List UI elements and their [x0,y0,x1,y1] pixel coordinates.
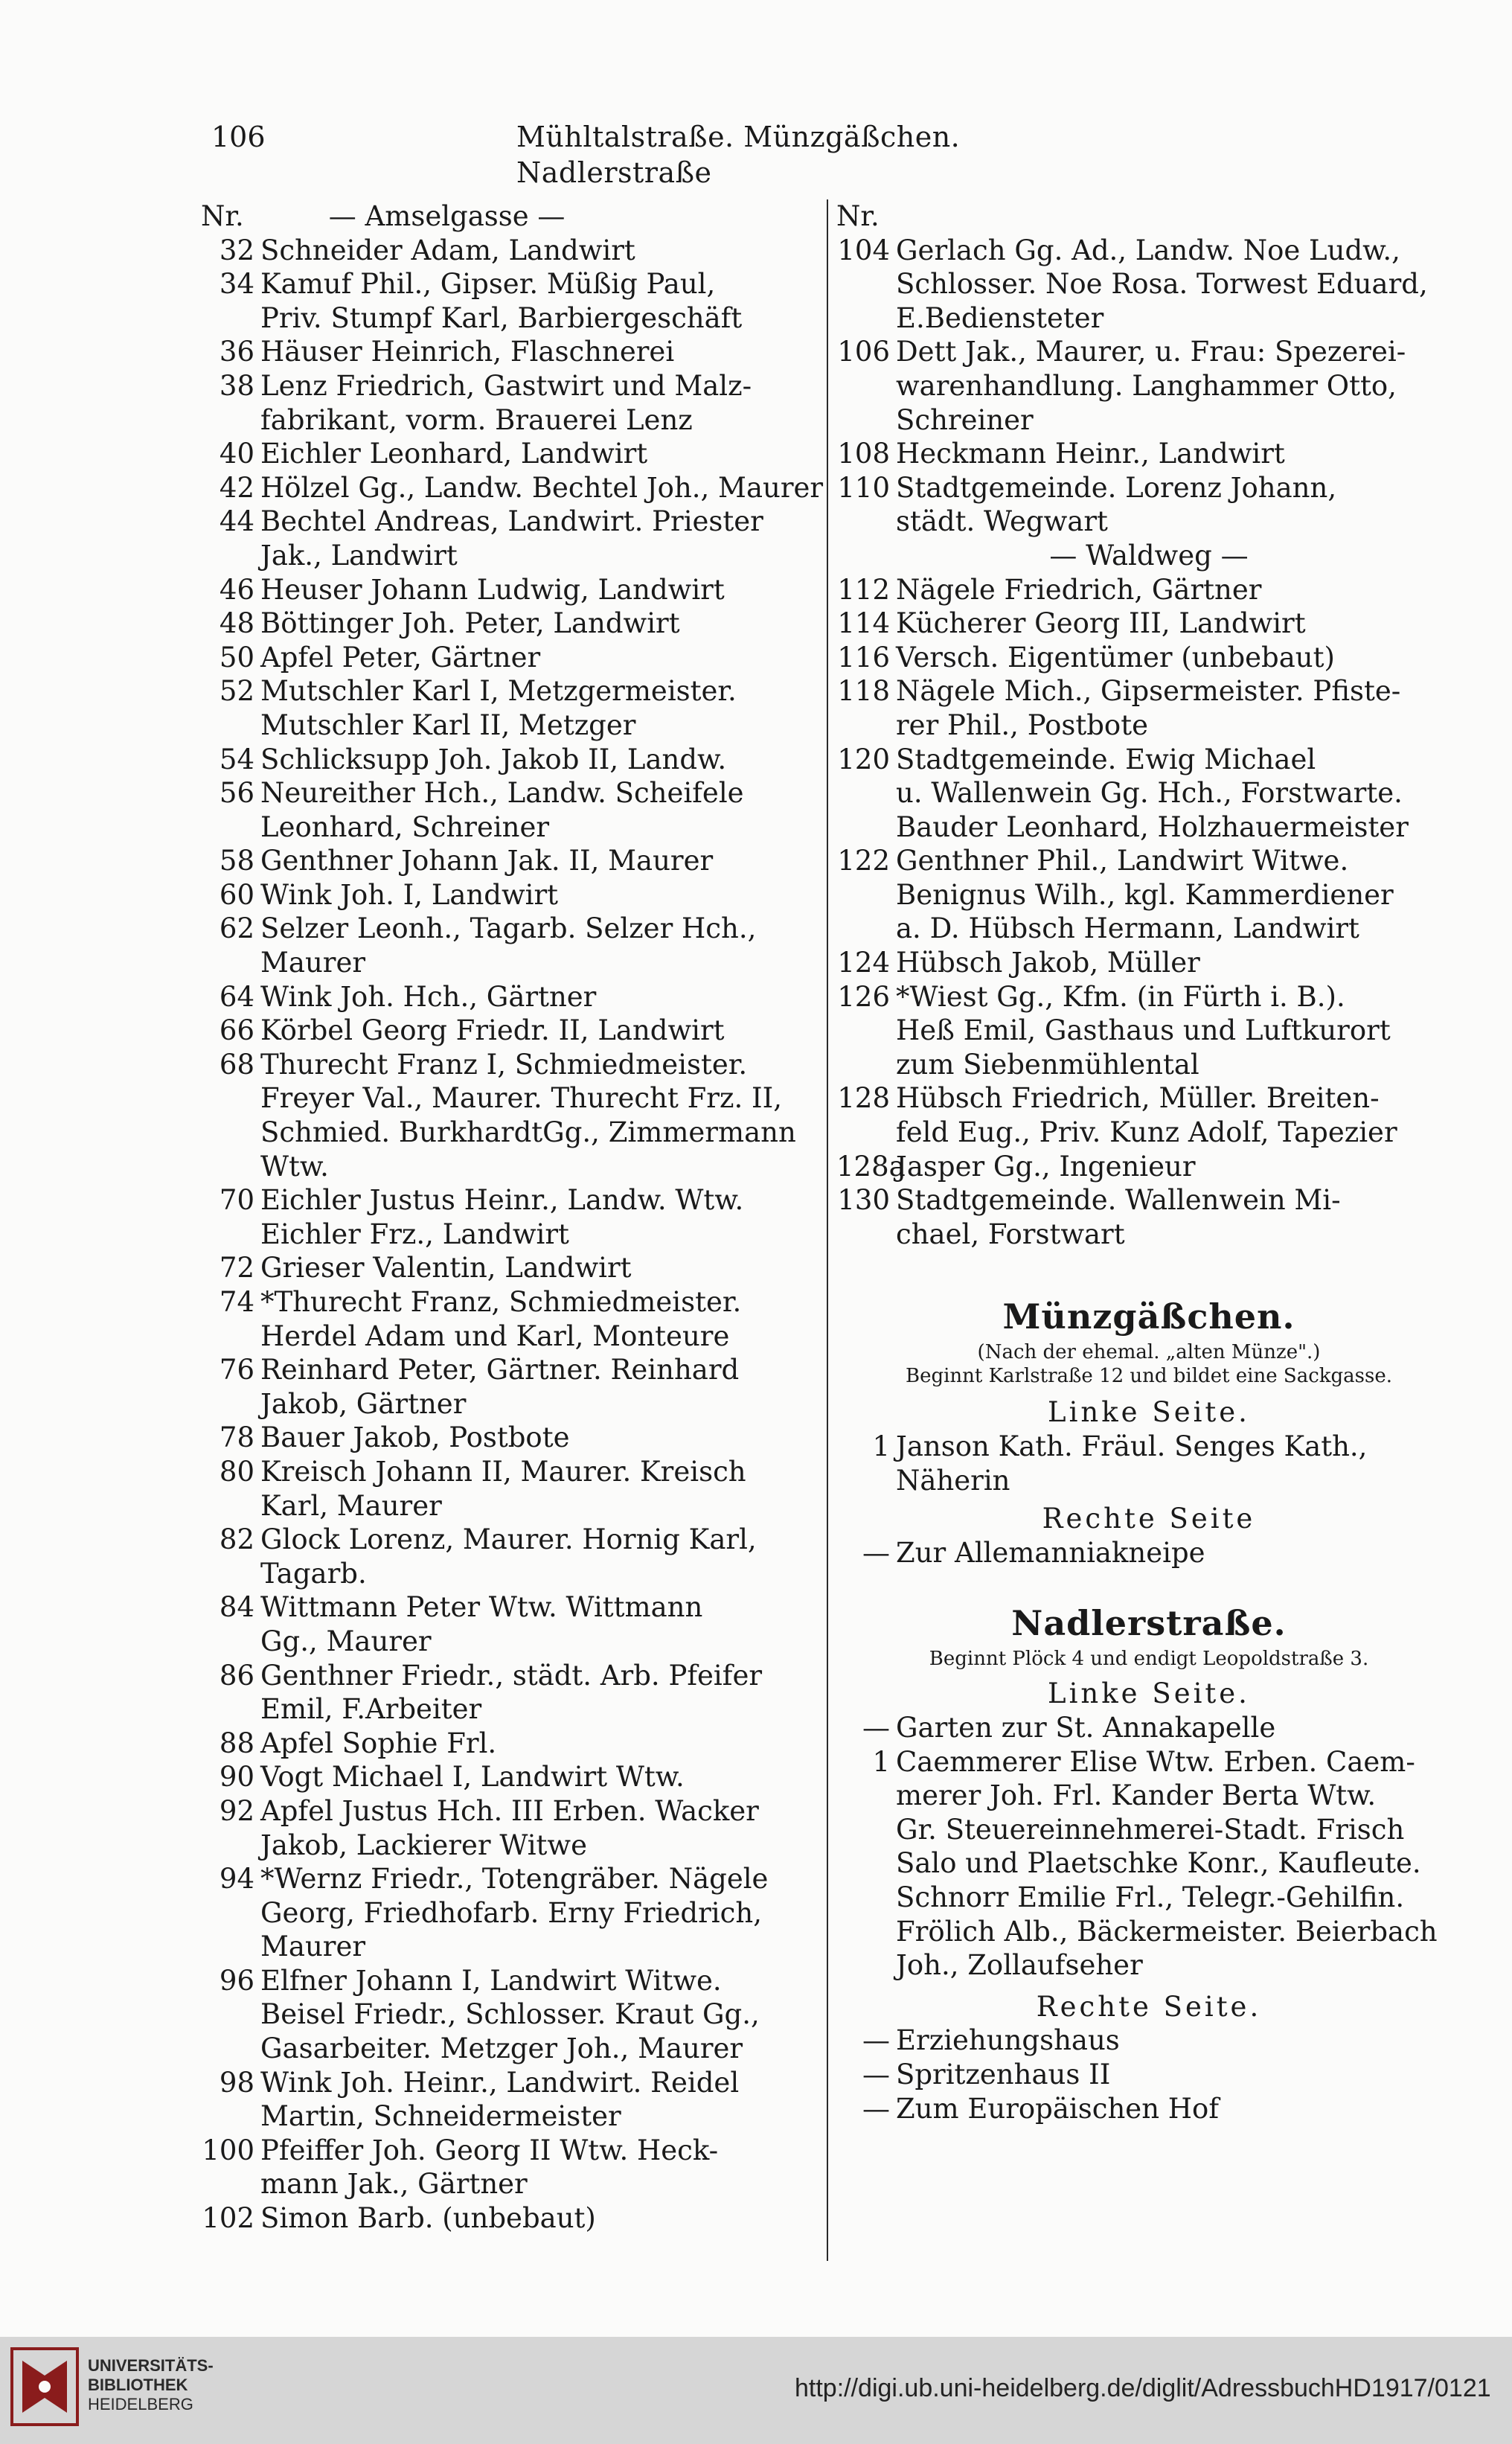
house-number: 36 [219,336,254,368]
library-logo-icon [7,2346,82,2428]
column-divider [827,199,828,2261]
house-number: 78 [219,1421,254,1454]
resident-line: Stadtgemeinde. Lorenz Johann, [896,471,1337,504]
right-column-heading [836,199,1461,234]
resident-line-continued: E.Bediensteter [896,301,1104,334]
resident-line-continued: Karl, Maurer [260,1489,442,1522]
resident-line: Genthner Phil., Landwirt Witwe. [896,845,1349,877]
address-entry [201,674,819,742]
resident-line: Kücherer Georg III, Landwirt [896,607,1306,640]
house-number: 68 [219,1048,254,1081]
house-number: 94 [219,1863,254,1896]
resident-line-continued: Maurer [260,1930,366,1963]
address-entry [201,1048,819,1183]
resident-line-continued: Jakob, Lackierer Witwe [260,1829,587,1861]
house-number: 126 [837,980,890,1013]
house-number: 34 [219,268,254,301]
house-number: 46 [219,573,254,606]
address-entry [201,878,819,912]
resident-line: Nägele Mich., Gipsermeister. Pfiste- [896,675,1401,708]
address-entry [201,1590,819,1658]
resident-line: Garten zur St. Annakapelle [896,1711,1276,1744]
address-entry [836,2092,1461,2126]
resident-line: Apfel Peter, Gärtner [260,641,541,674]
resident-line-continued: mann Jak., Gärtner [260,2168,528,2201]
address-entry [201,641,819,675]
address-entry [201,505,819,572]
resident-line-continued: Schlosser. Noe Rosa. Torwest Eduard, [896,268,1428,301]
house-number: — [862,1711,890,1744]
house-number: 112 [837,573,890,606]
resident-line: Wink Joh. Hch., Gärtner [260,980,597,1013]
address-entry [201,1421,819,1455]
address-entry [201,267,819,335]
resident-line: *Thurecht Franz, Schmiedmeister. [260,1286,742,1318]
address-entry [836,437,1461,471]
resident-line: Apfel Sophie Frl. [260,1727,497,1759]
address-entry [201,1794,819,1862]
address-entry [201,2134,819,2201]
resident-line-continued: Freyer Val., Maurer. Thurecht Frz. II, [260,1082,782,1115]
resident-line: Simon Barb. (unbebaut) [260,2202,596,2235]
address-entry [836,471,1461,539]
resident-line: Versch. Eigentümer (unbebaut) [896,641,1335,674]
resident-line: Kamuf Phil., Gipser. Müßig Paul, [260,268,716,301]
resident-line: Häuser Heinrich, Flaschnerei [260,336,675,368]
nadler-left-entries [836,1711,1461,1983]
resident-line-continued: Maurer [260,947,366,979]
left-entries-list [201,234,824,2236]
resident-line-continued: städt. Wegwart [896,505,1108,538]
resident-line: Janson Kath. Fräul. Senges Kath., [896,1430,1368,1462]
address-entry [836,573,1461,607]
logo-line: BIBLIOTHEK [88,2376,188,2394]
resident-line-continued: Benignus Wilh., kgl. Kammerdiener [896,878,1394,911]
address-entry [201,234,819,268]
house-number: 98 [219,2066,254,2099]
house-number: 50 [219,641,254,674]
house-number: 118 [837,675,890,708]
house-number: — [862,2058,890,2090]
resident-line-continued: Leonhard, Schreiner [260,810,550,843]
side-label-right: Rechte Seite. [1036,1990,1262,2023]
resident-line: Elfner Johann I, Landwirt Witwe. [260,1964,722,1997]
resident-line-continued: Martin, Schneidermeister [260,2100,621,2133]
address-entry [836,980,1461,1082]
house-number: 48 [219,607,254,640]
resident-line: Kreisch Johann II, Maurer. Kreisch [260,1455,746,1488]
resident-line-continued: Jak., Landwirt [260,539,458,572]
street-heading-amselgasse: — Amselgasse — [328,200,566,232]
house-number: 128 [837,1082,890,1115]
nr-label: Nr. [836,200,880,232]
address-entry [201,2201,819,2236]
address-entry [836,1183,1461,1251]
house-number: 32 [219,234,254,266]
resident-line-continued: Schnorr Emilie Frl., Telegr.-Gehilfin. [896,1881,1405,1913]
house-number: 80 [219,1455,254,1488]
resident-line: Caemmerer Elise Wtw. Erben. Caem- [896,1745,1415,1778]
address-entry [201,1523,819,1590]
resident-line-continued: warenhandlung. Langhammer Otto, [896,369,1397,402]
resident-line: Eichler Leonhard, Landwirt [260,438,648,470]
house-number: 72 [219,1252,254,1285]
address-entry [201,1760,819,1794]
address-entry [201,1727,819,1761]
resident-line: Genthner Friedr., städt. Arb. Pfeifer [260,1659,763,1692]
house-number: 116 [837,641,890,674]
resident-line-continued: feld Eug., Priv. Kunz Adolf, Tapezier [896,1116,1397,1149]
address-entry [201,743,819,777]
left-column-heading [201,199,819,234]
house-number: 76 [219,1354,254,1386]
resident-line: Jasper Gg., Ingenieur [896,1150,1196,1183]
house-number: 106 [837,336,890,368]
side-label-right: Rechte Seite [1042,1503,1256,1535]
resident-line: Stadtgemeinde. Ewig Michael [896,743,1316,775]
muenz-left-entries [836,1430,1461,1497]
resident-line: *Wiest Gg., Kfm. (in Fürth i. B.). [896,980,1345,1013]
resident-line: Erziehungshaus [896,2024,1120,2057]
side-label-left: Linke Seite. [1048,1677,1250,1710]
house-number: 110 [837,471,890,504]
address-entry [836,674,1461,742]
resident-line: Nägele Friedrich, Gärtner [896,573,1262,606]
house-number: 100 [202,2134,254,2166]
house-number: 42 [219,471,254,504]
resident-line: Selzer Leonh., Tagarb. Selzer Hch., [260,912,757,945]
house-number: — [862,2092,890,2125]
muenz-right-entries [836,1536,1461,1570]
resident-line-continued: Jakob, Gärtner [260,1387,467,1420]
resident-line: Neureither Hch., Landw. Scheifele [260,777,744,810]
house-number: 52 [219,675,254,708]
house-number: 60 [219,878,254,911]
house-number: 62 [219,912,254,945]
address-entry [201,1455,819,1523]
section-title-nadlerstrasse: Nadlerstraße. [1011,1603,1287,1644]
address-entry [201,980,819,1014]
resident-line-continued: merer Joh. Frl. Kander Berta Wtw. [896,1779,1377,1812]
house-number: — [862,1536,890,1569]
house-number: 92 [219,1794,254,1827]
resident-line: Hölzel Gg., Landw. Bechtel Joh., Maurer [260,471,824,504]
house-number: 44 [219,505,254,538]
right-entries-list-b [836,573,1461,1252]
address-entry [201,471,824,505]
house-number: 128a [836,1150,906,1183]
resident-line-continued: Mutschler Karl II, Metzger [260,708,636,741]
resident-line-continued: Priv. Stumpf Karl, Barbiergeschäft [260,301,743,334]
address-entry [201,1183,819,1251]
resident-line: Genthner Johann Jak. II, Maurer [260,845,714,877]
house-number: 58 [219,845,254,877]
address-entry [201,1659,819,1727]
side-label-left: Linke Seite. [1048,1396,1250,1429]
resident-line: Körbel Georg Friedr. II, Landwirt [260,1014,725,1047]
address-entry [201,2066,819,2134]
nr-label: Nr. [201,200,244,232]
resident-line: Dett Jak., Maurer, u. Frau: Spezerei- [896,336,1406,368]
resident-line: Bechtel Andreas, Landwirt. Priester [260,505,763,538]
resident-line-continued: fabrikant, vorm. Brauerei Lenz [260,403,693,436]
house-number: 82 [219,1523,254,1556]
resident-line: Spritzenhaus II [896,2058,1111,2090]
resident-line: Eichler Justus Heinr., Landw. Wtw. [260,1184,744,1217]
address-entry [836,2058,1461,2092]
address-entry [201,573,819,607]
house-number: 38 [219,369,254,402]
house-number: 122 [837,845,890,877]
address-entry [836,1081,1461,1149]
resident-line: Zur Allemanniakneipe [896,1536,1205,1569]
house-number: 104 [837,234,890,266]
resident-line: Böttinger Joh. Peter, Landwirt [260,607,680,640]
resident-line: Lenz Friedrich, Gastwirt und Malz- [260,369,752,402]
resident-line: Schlicksupp Joh. Jakob II, Landw. [260,743,727,775]
house-number: 114 [837,607,890,640]
resident-line-continued: Georg, Friedhofarb. Erny Friedrich, [260,1896,762,1929]
resident-line-continued: Schreiner [896,403,1034,436]
resident-line: Hübsch Friedrich, Müller. Breiten- [896,1082,1380,1115]
resident-line-continued: chael, Forstwart [896,1218,1125,1250]
house-number: 84 [219,1591,254,1624]
section-note: (Nach der ehemal. „alten Münze".) [977,1341,1321,1364]
address-entry [201,1964,819,2066]
address-entry [836,1711,1461,1745]
house-number: 124 [837,947,890,979]
address-entry [836,335,1461,437]
right-entries-list-a [836,234,1461,539]
house-number: 1 [872,1745,890,1778]
address-entry [836,2024,1461,2058]
page-number: 106 [211,121,266,153]
logo-line: HEIDELBERG [88,2395,193,2413]
resident-line-continued: Tagarb. [260,1557,367,1590]
resident-line: *Wernz Friedr., Totengräber. Nägele [260,1863,769,1896]
house-number: 54 [219,743,254,775]
source-url[interactable]: http://digi.ub.uni-heidelberg.de/diglit/AdressbuchHD1917/0121 [795,2374,1491,2402]
address-entry [836,1430,1461,1497]
resident-line-continued: Herdel Adam und Karl, Monteure [260,1319,730,1352]
house-number: 88 [219,1727,254,1759]
house-number: 74 [219,1286,254,1318]
resident-line: Pfeiffer Joh. Georg II Wtw. Heck- [260,2134,719,2166]
house-number: 1 [872,1430,890,1462]
resident-line-continued: Heß Emil, Gasthaus und Luftkurort [896,1014,1391,1047]
resident-line-continued: Salo und Plaetschke Konr., Kaufleute. [896,1847,1421,1880]
resident-line: Grieser Valentin, Landwirt [260,1252,632,1285]
address-entry [836,641,1461,675]
street-heading-waldweg: — Waldweg — [1049,539,1249,572]
resident-line: Vogt Michael I, Landwirt Wtw. [260,1761,685,1794]
address-entry [836,607,1461,641]
resident-line-continued: Emil, F.Arbeiter [260,1693,482,1726]
right-column [836,199,1461,2125]
nadler-right-entries [836,2024,1461,2125]
section-note: Beginnt Plöck 4 und endigt Leopoldstraße 3. [929,1648,1369,1671]
house-number: 108 [837,438,890,470]
resident-line-continued: Beisel Friedr., Schlosser. Kraut Gg., [260,1998,760,2031]
resident-line-continued: a. D. Hübsch Hermann, Landwirt [896,912,1359,945]
resident-line: Heckmann Heinr., Landwirt [896,438,1285,470]
house-number: 130 [837,1184,890,1217]
house-number: 66 [219,1014,254,1047]
library-logo-text [88,2356,214,2414]
house-number: 102 [202,2202,254,2235]
resident-line-continued: Gasarbeiter. Metzger Joh., Maurer [260,2032,743,2065]
address-entry [201,1862,819,1964]
address-entry [836,1536,1461,1570]
house-number: 90 [219,1761,254,1794]
resident-line: Stadtgemeinde. Wallenwein Mi- [896,1184,1341,1217]
address-entry [836,946,1461,980]
resident-line-continued: Eichler Frz., Landwirt [260,1218,569,1250]
house-number: — [862,2024,890,2057]
resident-line: Schneider Adam, Landwirt [260,234,635,266]
house-number: 56 [219,777,254,810]
resident-line-continued: Schmied. BurkhardtGg., Zimmermann [260,1116,796,1149]
address-entry [836,743,1461,845]
house-number: 40 [219,438,254,470]
section-title-muenzgaesschen: Münzgäßchen. [1002,1296,1295,1337]
house-number: 86 [219,1659,254,1692]
resident-line: Zum Europäischen Hof [896,2092,1220,2125]
house-number: 70 [219,1184,254,1217]
address-entry [201,912,819,979]
left-column [201,199,824,2236]
address-entry [201,1353,819,1421]
address-entry [201,369,819,437]
address-entry [201,607,819,641]
resident-line-continued: u. Wallenwein Gg. Hch., Forstwarte. [896,777,1403,810]
resident-line: Wittmann Peter Wtw. Wittmann [260,1591,703,1624]
address-entry [836,234,1461,336]
address-entry [201,1251,819,1285]
resident-line-continued: Joh., Zollaufseher [896,1949,1143,1982]
resident-line-continued: zum Siebenmühlental [896,1048,1199,1081]
address-entry [201,776,819,844]
resident-line: Apfel Justus Hch. III Erben. Wacker [260,1794,759,1827]
resident-line: Wink Joh. Heinr., Landwirt. Reidel [260,2066,740,2099]
resident-line: Reinhard Peter, Gärtner. Reinhard [260,1354,740,1386]
resident-line: Mutschler Karl I, Metzgermeister. [260,675,737,708]
address-entry [201,1285,819,1353]
resident-line: Glock Lorenz, Maurer. Hornig Karl, [260,1523,757,1556]
resident-line: Hübsch Jakob, Müller [896,947,1200,979]
resident-line-continued: Gg., Maurer [260,1625,432,1657]
section-note: Beginnt Karlstraße 12 und bildet eine Sackgasse. [905,1365,1393,1388]
resident-line: Gerlach Gg. Ad., Landw. Noe Ludw., [896,234,1400,266]
address-entry [201,844,819,878]
address-entry [201,437,819,471]
address-entry [836,844,1461,946]
address-entry [836,1745,1461,1983]
resident-line-continued: rer Phil., Postbote [896,708,1148,741]
resident-line-continued: Gr. Steuereinnehmerei-Stadt. Frisch [896,1813,1405,1846]
address-entry [201,1014,819,1048]
house-number: 120 [837,743,890,775]
resident-line: Wink Joh. I, Landwirt [260,878,559,911]
house-number: 96 [219,1964,254,1997]
page-title: Mühltalstraße. Münzgäßchen. Nadlerstraße [516,121,961,189]
resident-line: Heuser Johann Ludwig, Landwirt [260,573,725,606]
address-entry [201,335,819,369]
resident-line-continued: Bauder Leonhard, Holzhauermeister [896,810,1409,843]
resident-line-continued: Wtw. [260,1150,329,1183]
resident-line: Bauer Jakob, Postbote [260,1421,570,1454]
resident-line: Thurecht Franz I, Schmiedmeister. [260,1048,748,1081]
house-number: 64 [219,980,254,1013]
resident-line-continued: Frölich Alb., Bäckermeister. Beierbach [896,1915,1438,1948]
logo-line: UNIVERSITÄTS- [88,2356,214,2375]
resident-line-continued: Näherin [896,1464,1010,1497]
address-entry [836,1150,1461,1184]
